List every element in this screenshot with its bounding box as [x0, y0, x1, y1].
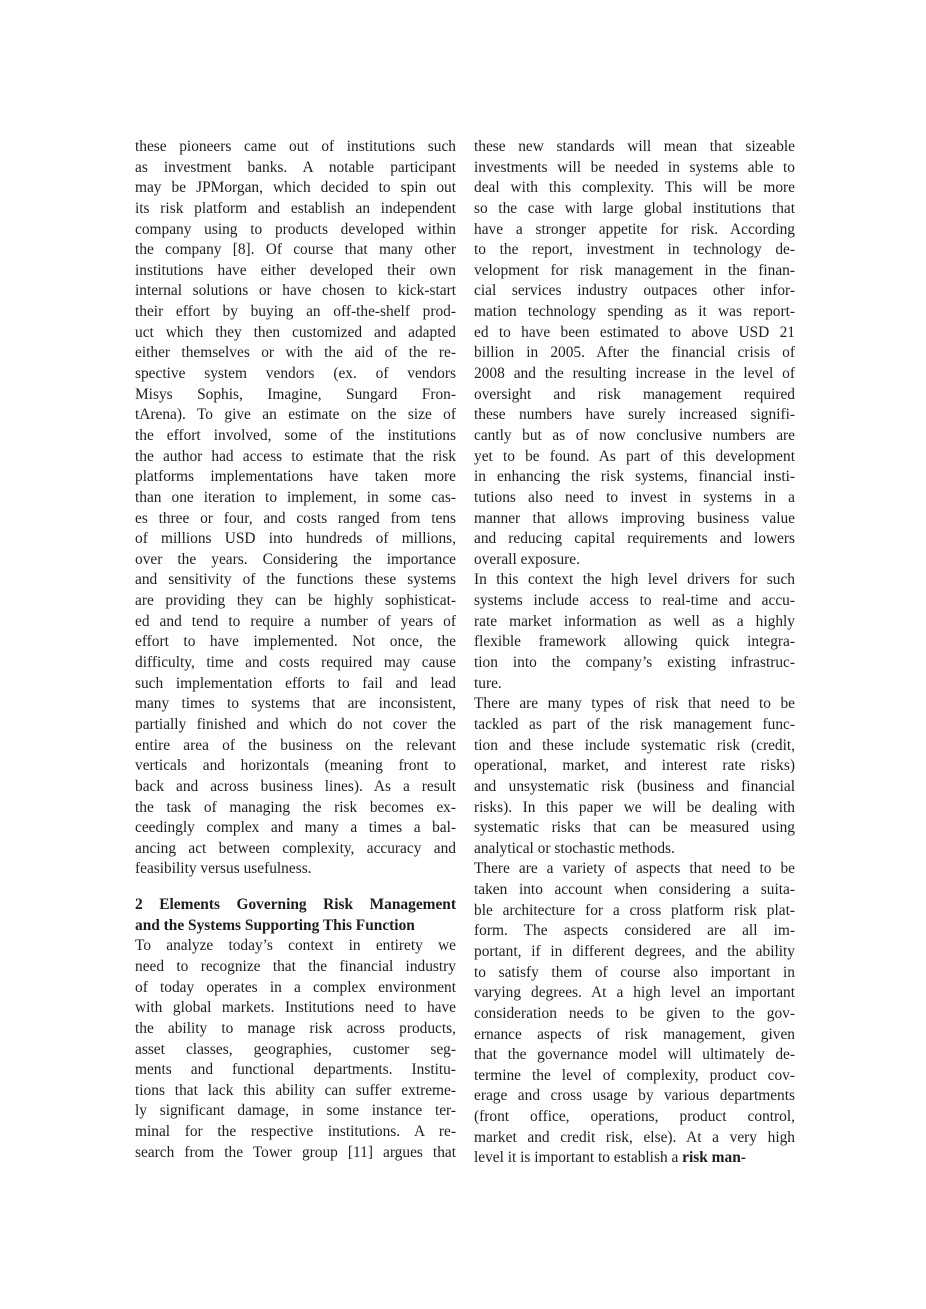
- paragraph: [474, 570, 795, 694]
- text-line: their effort by buying an off-the-shelf prod-: [135, 303, 456, 321]
- text-line: the ability to manage risk across products,: [135, 1019, 456, 1037]
- text-line: investments will be needed in systems able to: [474, 158, 795, 176]
- text-line: search from the Tower group [11] argues that: [135, 1143, 456, 1161]
- text-line: operational, market, and interest rate risks): [474, 757, 795, 775]
- text-line: tutions also need to invest in systems in a: [474, 488, 795, 506]
- text-line: minal for the respective institutions. A re-: [135, 1123, 456, 1141]
- text-line: ceedingly complex and many a times a bal-: [135, 819, 456, 837]
- paragraph: [474, 859, 795, 1169]
- text-line: There are many types of risk that need to be: [474, 695, 795, 713]
- text-line: portant, if in different degrees, and the ability: [474, 942, 795, 960]
- text-line: ly significant damage, in some instance ter-: [135, 1102, 456, 1120]
- text-line: In this context the high level drivers for such: [474, 571, 795, 589]
- text-line: verticals and horizontals (meaning front to: [135, 757, 456, 775]
- bold-term: risk man-: [682, 1149, 746, 1167]
- text-line: these pioneers came out of institutions such: [135, 138, 456, 155]
- text-line: of millions USD into hundreds of millions,: [135, 530, 456, 548]
- text-line: as investment banks. A notable participant: [135, 158, 456, 176]
- text-line: systems include access to real-time and accu-: [474, 592, 795, 610]
- text-line: To analyze today’s context in entirety we: [135, 937, 456, 955]
- text-line: deal with this complexity. This will be more: [474, 179, 795, 197]
- text-line: level it is important to establish a risk man-: [474, 1149, 746, 1167]
- text-line: of today operates in a complex environment: [135, 978, 456, 996]
- text-line: ancing act between complexity, accuracy and: [135, 839, 456, 857]
- paragraph: [135, 936, 456, 1163]
- text-line: have a stronger appetite for risk. According: [474, 220, 795, 238]
- text-line: effort to have implemented. Not once, the: [135, 633, 456, 651]
- section-heading: [135, 895, 456, 936]
- text-line: ernance aspects of risk management, given: [474, 1025, 795, 1043]
- text-line: the company [8]. Of course that many other: [135, 241, 456, 259]
- text-line: to the report, investment in technology de-: [474, 241, 795, 259]
- text-line: termine the level of complexity, product cov-: [474, 1066, 795, 1084]
- section-gap: [135, 880, 456, 895]
- text-line: difficulty, time and costs required may cause: [135, 654, 456, 672]
- text-line: risks). In this paper we will be dealing with: [474, 798, 795, 816]
- text-line: form. The aspects considered are all im-: [474, 922, 795, 940]
- text-line: taken into account when considering a suita-: [474, 881, 795, 899]
- text-line: tion into the company’s existing infrastruc-: [474, 654, 795, 672]
- text-line: market and credit risk, else). At a very high: [474, 1128, 795, 1146]
- text-line: ble architecture for a cross platform risk plat-: [474, 901, 795, 919]
- text-line: and the Systems Supporting This Function: [135, 916, 415, 934]
- left-column: [135, 137, 456, 1163]
- text-line: back and across business lines). As a result: [135, 777, 456, 795]
- text-line: (front office, operations, product control,: [474, 1108, 795, 1126]
- text-line: partially finished and which do not cover the: [135, 715, 456, 733]
- text-line: feasibility versus usefulness.: [135, 860, 312, 878]
- text-line: spective system vendors (ex. of vendors: [135, 365, 456, 383]
- text-line: over the years. Considering the importance: [135, 550, 456, 568]
- paragraph: [474, 137, 795, 570]
- text-line: cantly but as of now conclusive numbers are: [474, 426, 795, 444]
- text-line: analytical or stochastic methods.: [474, 839, 675, 857]
- text-line: billion in 2005. After the financial crisis of: [474, 344, 795, 362]
- text-line: 2 Elements Governing Risk Management: [135, 896, 456, 914]
- text-line: mation technology spending as it was report-: [474, 303, 795, 321]
- text-line: so the case with large global institutions that: [474, 199, 795, 217]
- text-line: platforms implementations have taken more: [135, 468, 456, 486]
- text-line: es three or four, and costs ranged from tens: [135, 509, 456, 527]
- text-line: the effort involved, some of the institutions: [135, 426, 456, 444]
- text-line: tion and these include systematic risk (credit,: [474, 736, 795, 754]
- text-line: tackled as part of the risk management func-: [474, 715, 795, 733]
- text-line: yet to be found. As part of this development: [474, 447, 795, 465]
- text-line: uct which they then customized and adapted: [135, 323, 456, 341]
- text-line: varying degrees. At a high level an important: [474, 984, 795, 1002]
- text-line: to satisfy them of course also important in: [474, 963, 795, 981]
- text-line: in enhancing the risk systems, financial insti-: [474, 468, 795, 486]
- text-line: need to recognize that the financial industry: [135, 957, 456, 975]
- paragraph: [135, 137, 456, 880]
- text-line: ed and tend to require a number of years of: [135, 612, 456, 630]
- text-line: such implementation efforts to fail and lead: [135, 674, 456, 692]
- text-line: institutions have either developed their own: [135, 261, 456, 279]
- text-line: rate market information as well as a highly: [474, 612, 795, 630]
- text-line: consideration needs to be given to the gov-: [474, 1004, 795, 1022]
- text-line: ments and functional departments. Institu-: [135, 1061, 456, 1079]
- text-line: with global markets. Institutions need to have: [135, 999, 456, 1017]
- text-line: and reducing capital requirements and lowers: [474, 530, 795, 548]
- text-line: and sensitivity of the functions these systems: [135, 571, 456, 589]
- text-line: cial services industry outpaces other infor-: [474, 282, 795, 300]
- text-line: these numbers have surely increased signifi-: [474, 406, 795, 424]
- text-line: company using to products developed within: [135, 220, 456, 238]
- text-line: overall exposure.: [474, 550, 580, 568]
- text-line: velopment for risk management in the finan-: [474, 261, 795, 279]
- text-line: ed to have been estimated to above USD 21: [474, 323, 795, 341]
- text-line: manner that allows improving business value: [474, 509, 795, 527]
- text-line: that the governance model will ultimately de-: [474, 1046, 795, 1064]
- text-line: are providing they can be highly sophisticat-: [135, 592, 456, 610]
- text-line: either themselves or with the aid of the re-: [135, 344, 456, 362]
- text-line: systematic risks that can be measured using: [474, 819, 795, 837]
- text-line: the author had access to estimate that the risk: [135, 447, 456, 465]
- right-column: [474, 137, 795, 1169]
- text-line: the task of managing the risk becomes ex-: [135, 798, 456, 816]
- text-line: its risk platform and establish an independent: [135, 199, 456, 217]
- paragraph: [474, 694, 795, 859]
- text-line: internal solutions or have chosen to kick-start: [135, 282, 456, 300]
- text-line: tArena). To give an estimate on the size of: [135, 406, 456, 424]
- text-line: flexible framework allowing quick integra-: [474, 633, 795, 651]
- text-line: many times to systems that are inconsistent,: [135, 695, 456, 713]
- text-line: erage and cross usage by various departments: [474, 1087, 795, 1105]
- text-line: than one iteration to implement, in some cas-: [135, 488, 456, 506]
- text-line: Misys Sophis, Imagine, Sungard Fron-: [135, 385, 456, 403]
- text-line: There are a variety of aspects that need to be: [474, 860, 795, 878]
- text-line: 2008 and the resulting increase in the level of: [474, 365, 795, 383]
- text-line: and unsystematic risk (business and financial: [474, 777, 795, 795]
- text-line: oversight and risk management required: [474, 385, 795, 403]
- text-line: ture.: [474, 674, 502, 692]
- text-line: entire area of the business on the relevant: [135, 736, 456, 754]
- text-line: asset classes, geographies, customer seg-: [135, 1040, 456, 1058]
- text-line: tions that lack this ability can suffer extreme-: [135, 1081, 456, 1099]
- text-line: these new standards will mean that sizeable: [474, 138, 795, 155]
- text-line: may be JPMorgan, which decided to spin out: [135, 179, 456, 197]
